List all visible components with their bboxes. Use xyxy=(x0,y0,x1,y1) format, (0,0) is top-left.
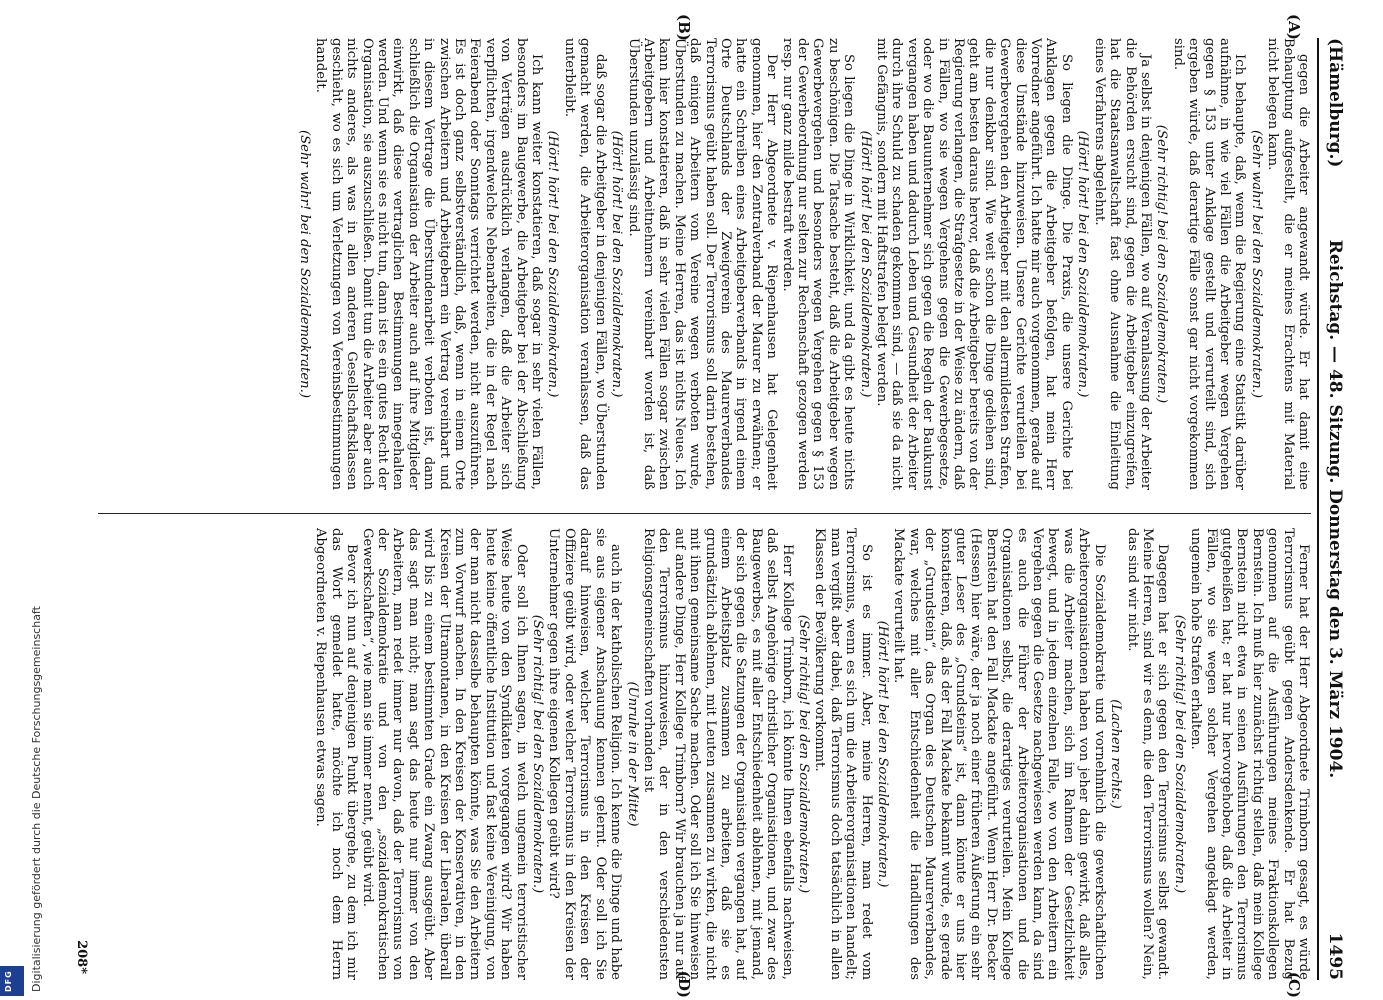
left-paragraph: So liegen die Dinge in Wirklichkeit, und da gibt es heute nichts zu beschönigen. Die Tatsache besteht, daß die Arbeitgeber wegen Gewerbevergehen und besonders wegen Vergehen gegen § 153 der Gewerbeordnung nur selten zur Rechenschaft gezogen werden resp. nur ganz milde bestraft werden. xyxy=(779,38,857,490)
right-paragraph: So ist es immer. Aber, meine Herren, man redet vom Terrorismus, wenn es sich um die Arbeiterorganisationen handelt; man vergißt aber dabei, daß Terrorismus doch tatsächlich in allen Klassen der Bevölkerung vorkommt. xyxy=(812,528,874,980)
left-stage-direction: (Sehr wahr! bei den Sozialdemokraten.) xyxy=(297,130,312,398)
header-page-number: 1495 xyxy=(1325,932,1345,980)
margin-marker-d: (D) xyxy=(675,970,693,998)
page-header xyxy=(1317,38,1349,980)
right-paragraph: Die Sozialdemokratie und vornehmlich die gewerkschaftlichen Arbeiterorganisationen haben von jeher dahin gewirkt, daß alles, was die Arbeiter machen, sich im Rahmen der Gesetzlichkeit bewegt, und in jedem einzelnen Falle, wo von den Arbeitern ein Vergehen gegen die Gesetze nachgewiesen werden kann, da sind es auch die Führer der Arbeiterorganisationen und die Organisationen selbst, die derartiges verurteilen. Mein Kollege Bernstein hat den Fall Mackate angeführt. Wenn Herr Dr. Becker (Hessen) hier wäre, der ja noch einer früheren Äußerung ein sehr guter Leser des „Grundsteins“ ist, dann könnte er uns hier konstatieren, daß, als der Fall Mackate bekannt wurde, es gerade der „Grundstein“, das Organ des Deutschen Maurerverbandes, war, welches mit aller Entschiedenheit die Handlungen des Mackate verurteilt hat. xyxy=(891,528,1107,980)
margin-marker-b: (B) xyxy=(675,14,693,41)
margin-marker-a: (A) xyxy=(1285,14,1303,40)
left-paragraph: So liegen die Dinge. Die Praxis, die unsere Gerichte bei Anklagen gegen die Arbeitgeber befolgen, hat mein Herr Vorredner angeführt. Ich hatte mir auch vorgenommen, gerade auf diese Umstände hinzuweisen. Unsere Gerichte verurteilen bei Gewerbevergehen den Arbeitgeber mit den allermildesten Strafen, die nur denkbar sind. Wie weit schon die Dinge gediehen sind, geht am besten daraus hervor, daß die Arbeitgeber bereits von der Regierung verlangen, die Strafgesetze in der Weise zu ändern, daß in Fällen, wo sie wegen Vergehens gegen die Gewerbegesetze, oder wo die Bauunternehmer sich gegen die Regeln der Baukunst vergangen haben und dadurch Leben und Gesundheit der Arbeiter durch ihre Schuld zu schaden gekommen sind, — daß sie da nicht mit Gefängnis, sondern mit Haftstrafen belegt werden. xyxy=(874,38,1074,490)
right-paragraph: Herr Kollege Trimborn, ich könnte Ihnen ebenfalls nachweisen, daß selbst Angehörige christlicher Organisationen, und zwar des Baugewerbes, es mit aller Entschiedenheit ablehnen, mit jemand, der sich gegen die Satzungen der Organisation vergangen hat, auf einem Arbeitsplatz zusammen zu arbeiten, daß sie es grundsätzlich ablehnen, mit Leuten zusammen zu wirken, die nicht mit ihnen gemeinsame Sache machen. Oder soll ich Sie hinweisen auf andere Dinge, Herr Kollege Trimborn? Wir brauchen ja nur auf den Terrorismus hinzuweisen, der in den verschiedensten Religionsgemeinschaften vorhanden ist xyxy=(640,528,795,980)
margin-marker-c: (C) xyxy=(1285,971,1303,998)
dfg-logo xyxy=(0,966,24,996)
header-section-name: (Hämelburg.) xyxy=(1325,38,1345,168)
left-paragraph: gegen die Arbeiter angewandt würde. Er hat damit eine Behauptung aufgestellt, die er meines Erachtens mit Material nicht belegen kann. xyxy=(1265,38,1311,490)
right-paragraph: Dagegen hat er sich gegen den Terrorismus selbst gewandt. Meine Herren, sind wir es denn, die den Terrorismus wollen? Nein, das sind wir nicht. xyxy=(1124,528,1171,980)
page-stage xyxy=(70,0,1383,1000)
right-stage-direction: (Sehr richtig! bei den Sozialdemokraten.) xyxy=(1171,614,1187,894)
left-stage-direction: (Hört! hört! bei den Sozialdemokraten.) xyxy=(1075,130,1091,398)
right-stage-direction: (Lachen rechts.) xyxy=(1108,699,1124,809)
document-page xyxy=(70,0,1383,1000)
right-stage-direction: (Hört! hört! bei den Sozialdemokraten.) xyxy=(875,620,891,888)
left-paragraph: Ich kann weiter konstatieren, daß sogar in sehr vielen Fällen, besonders im Baugewerbe, die Arbeitgeber bei der Abschließung von Verträgen ausdrücklich verlangen, daß die Arbeiter sich verpflichten, irgendwelche Nebenarbeiten, die in der Regel nach Feierabend oder Sonntags verrichtet werden, nicht auszuführen. Es ist doch ganz selbstverständlich, daß, wenn in einem Orte zwischen Arbeitern und Arbeitgebern ein Vertrag vereinbart und in diesem Vertrage die Überstundenarbeit verboten ist, dann schließlich die Organisation der Arbeiter auch auf ihre Mitglieder einwirkt, daß diese vertraglichen Bestimmungen innegehalten werden. Und wenn sie es nicht tun, dann ist es ein gutes Recht der Organisation, sie auszuschließen. Damit tun die Arbeiter aber auch nichts anderes, als was in allen anderen Gesellschaftsklassen geschieht, wo es sich um Verletzungen von Vereinsbestimmungen handelt. xyxy=(313,38,545,490)
left-column xyxy=(98,38,1311,490)
left-paragraph: Der Herr Abgeordnete v. Riepenhausen hat Gelegenheit genommen, hier den Zentralverband der Maurer zu erwähnen; er hatte ein Schreiben eines Arbeitgeberverbands in irgend einem Orte Deutschlands der Zweigverein des Maurerverbandes Terrorismus geübt haben soll. Der Terrorismus soll darin bestehen, daß einigen Arbeitern vom Vereine wegen verboten wurde, Überstunden zu machen. Meine Herren, das ist nichts Neues. Ich kann hier konstatieren, daß in sehr vielen Fällen sogar zwischen Arbeitgebern und Arbeitnehmern vereinbart worden ist, daß Überstunden unzulässig sind. xyxy=(625,38,780,490)
left-stage-direction: (Hört! hört! bei den Sozialdemokraten.) xyxy=(857,130,873,398)
right-paragraph: Oder soll ich Ihnen sagen, in welch ungemein terroristischer Weise heute von den Syndikaten vorgegangen wird? Wir haben heute keine öffentliche Institution und fast keine Vereinigung, von der man nicht dasselbe behaupten könnte, was Sie den Arbeitern zum Vorwurf machen. In den Kreisen der Konservativen, in den Kreisen der Ultramontanen, in den Kreisen der Liberalen, überall wird bis zu einem bestimmten Grade ein Zwang ausgeübt. Aber das sagt man nicht; man sagt das heute nur immer von den Arbeitern, man redet immer nur davon, daß der Terrorismus von der Sozialdemokratie und von den „sozialdemokratischen Gewerkschaften“, wie man sie immer nennt, geübt wird. xyxy=(359,528,529,980)
left-stage-direction: (Hört! hört! bei den Sozialdemokraten.) xyxy=(545,130,561,398)
dfg-logo-text: DFG xyxy=(4,970,13,992)
left-paragraph: Ich behaupte, daß, wenn die Regierung eine Statistik darüber aufnähme, in wie viel Fällen die Arbeitgeber wegen Vergehen gegen § 153 unter Anklage gestellt und verurteilt sind, sich ergeben würde, daß derartige Fälle sonst gar nicht vorgekommen sind. xyxy=(1170,38,1248,490)
column-divider xyxy=(98,513,1311,514)
digitization-note: Digitalisierung gefördert durch die Deutsche Forschungsgemeinschaft xyxy=(30,606,43,992)
right-column xyxy=(98,528,1311,980)
text-columns xyxy=(98,38,1311,980)
left-paragraph: daß sogar die Arbeitgeber in denjenigen Fällen, wo Überstunden gemacht werden, die Arbeiterorganisation veranlassen, daß das unterbleibt. xyxy=(561,38,608,490)
right-paragraph: Ferner hat der Herr Abgeordnete Trimborn gesagt, es würde Terrorismus geübt gegen Andersdenkende. Er hat Bezug genommen auf die Ausführungen meines Fraktionskollegen Bernstein. Ich muß hier zunächst richtig stellen, daß mein Kollege Bernstein nicht etwa in seinen Ausführungen den Terrorismus gutgeheißen hat; er hat nur hervorgehoben, daß die Arbeiter in Fällen, wo sie wegen solcher Vergehen angeklagt werden, ungemein hohe Strafen erhalten. xyxy=(1188,528,1311,980)
right-stage-direction: (Unruhe in der Mitte) xyxy=(624,681,640,827)
left-stage-direction: (Sehr richtig! bei den Sozialdemokraten.) xyxy=(1154,124,1170,404)
right-paragraph: auch in der katholischen Religion. Ich kenne die Dinge und habe sie aus eigener Anschauung kennen gelernt. Oder soll ich Sie darauf hinweisen, welcher Terrorismus in den Kreisen der Offiziere geübt wird, oder welcher Terrorismus in den Kreisen der Unternehmer gegen ihre eigenen Kollegen geübt wird? xyxy=(546,528,624,980)
left-stage-direction: (Hört! hört! bei den Sozialdemokraten.) xyxy=(609,130,625,398)
footer-page-number: 208* xyxy=(74,940,89,974)
right-stage-direction: (Sehr richtig! bei den Sozialdemokraten.) xyxy=(796,614,811,894)
left-paragraph: Ja selbst in denjenigen Fällen, wo auf Veranlassung der Arbeiter die Behörden ersucht sind, gegen die Arbeitgeber einzugreifen, hat die Staatsanwaltschaft fast ohne Ausnahme die Einleitung eines Verfahrens abgelehnt. xyxy=(1091,38,1153,490)
header-title: Reichstag. — 48. Sitzung. Donnerstag den 3. März 1904. xyxy=(1325,239,1345,779)
right-paragraph: Bevor ich nun auf denjenigen Punkt übergehe, zu dem ich mir das Wort gemeldet hatte, möchte ich noch dem Herrn Abgeordneten v. Riepenhausen etwas sagen. xyxy=(313,528,360,980)
digitization-margin xyxy=(0,0,60,1000)
left-stage-direction: (Sehr wahr! bei den Sozialdemokraten.) xyxy=(1248,130,1264,398)
right-stage-direction: (Sehr richtig! bei den Sozialdemokraten.) xyxy=(530,614,546,894)
